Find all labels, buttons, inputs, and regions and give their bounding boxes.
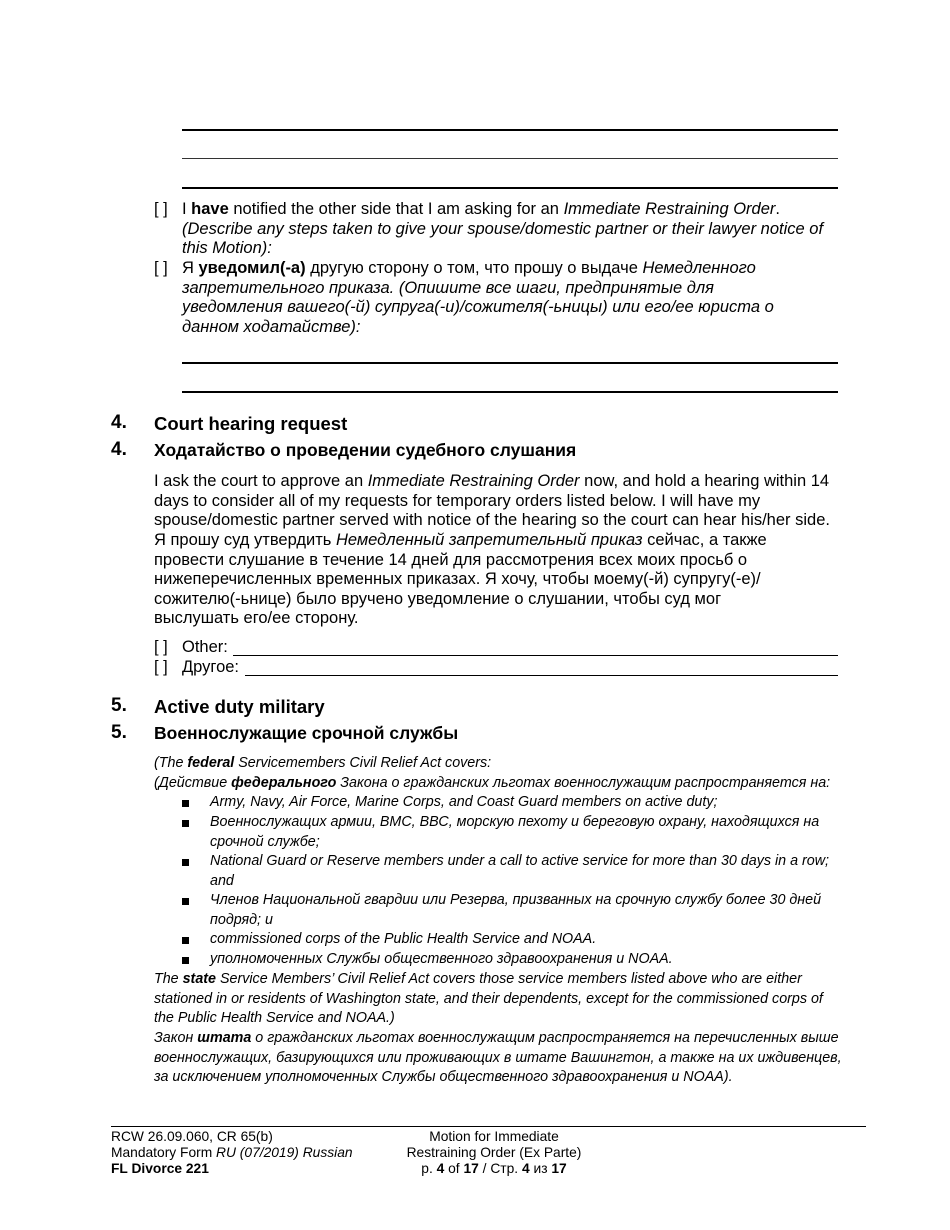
list-item: Army, Navy, Air Force, Marine Corps, and Coast Guard members on active duty; (210, 794, 718, 810)
other-en-checkbox[interactable]: [ ] (154, 638, 168, 656)
footer-page-number: p. 4 of 17 / Стр. 4 из 17 (421, 1161, 567, 1176)
notice-ru-checkbox[interactable]: [ ] (154, 259, 168, 277)
section-5-title-ru: Военнослужащие срочной службы (154, 723, 459, 743)
notice-en-checkbox[interactable]: [ ] (154, 200, 168, 218)
section-5-number: 5. (111, 695, 127, 716)
list-item: commissioned corps of the Public Health Service and NOAA. (210, 931, 597, 947)
section-5-intro-ru: (Действие федерального Закона о гражданских льготах военнослужащим распространяется на: (154, 775, 831, 791)
other-en-label: Other: (182, 638, 228, 656)
other-ru-label: Другое: (182, 658, 240, 676)
blank-line[interactable] (182, 158, 838, 159)
section-4-number: 4. (111, 412, 127, 433)
footer-title-line2: Restraining Order (Ex Parte) (406, 1145, 582, 1160)
other-ru-checkbox[interactable]: [ ] (154, 658, 168, 676)
footer-mandatory-form: Mandatory Form RU (07/2019) Russian (111, 1145, 353, 1160)
section-5-state-ru: Закон штата о гражданских льготах военнослужащим распространяется на перечисленных выше военнослужащих, базирующихся или проживающих в штате Вашингтон, а также на их иждивенцев, за исключением уполномоченных Службы общественного здравоохранения и NOAA). (154, 1030, 842, 1086)
section-4-title-en: Court hearing request (154, 413, 348, 434)
list-item: Военнослужащих армии, ВМС, ВВС, морскую пехоту и береговую охрану, находящихся на срочной службе; (210, 814, 820, 850)
other-ru-field[interactable] (245, 675, 838, 676)
section-4-number-ru: 4. (111, 439, 127, 460)
section-4-title-ru: Ходатайство о проведении судебного слушания (154, 440, 577, 460)
other-en-field[interactable] (233, 655, 838, 656)
blank-line[interactable] (182, 129, 838, 131)
section-5-title-en: Active duty military (154, 696, 325, 717)
bullet-marker (182, 800, 189, 807)
bullet-marker (182, 820, 189, 827)
bullet-marker (182, 937, 189, 944)
footer-divider (111, 1126, 866, 1127)
section-5-number-ru: 5. (111, 722, 127, 743)
footer-rcw: RCW 26.09.060, CR 65(b) (111, 1129, 273, 1144)
list-item: уполномоченных Службы общественного здравоохранения и NOAA. (210, 951, 673, 967)
blank-line[interactable] (182, 187, 838, 189)
section-4-body-ru: Я прошу суд утвердить Немедленный запретительный приказ сейчас, а также провести слушание в течение 14 дней для рассмотрения всех моих просьб о нижеперечисленных временных приказах. Я хочу, чтобы моему(-й) супругу(-е)/сожителю(-ьнице) было вручено уведомление о слушании, чтобы суд мог выслушать его/ее сторону. (154, 531, 767, 627)
section-4-body-en: I ask the court to approve an Immediate Restraining Order now, and hold a hearing within 14 days to consider all of my requests for temporary orders listed below. I will have my spouse/domestic partner served with notice of the hearing so the court can hear his/her side. (154, 472, 830, 529)
notice-ru-text: Я уведомил(-а) другую сторону о том, что прошу о выдаче Немедленного запретительного приказа. (Опишите все шаги, предпринятые для уведомления вашего(-й) супруга(-и)/сожителя(-ьницы) или его/ее юриста о данном ходатайстве): (182, 259, 774, 336)
list-item: National Guard or Reserve members under a call to active service for more than 30 days in a row; and (210, 853, 830, 889)
blank-line[interactable] (182, 391, 838, 393)
bullet-marker (182, 859, 189, 866)
list-item: Членов Национальной гвардии или Резерва, призванных на срочную службу более 30 дней подряд; и (210, 892, 822, 928)
notice-en-text: I have notified the other side that I am asking for an Immediate Restraining Order. (Describe any steps taken to give your spouse/domestic partner or their lawyer notice of this Motion): (182, 200, 824, 257)
bullet-marker (182, 898, 189, 905)
bullet-marker (182, 957, 189, 964)
blank-line[interactable] (182, 362, 838, 364)
footer-form-id: FL Divorce 221 (111, 1161, 209, 1176)
section-5-intro-en: (The federal Servicemembers Civil Relief Act covers: (154, 755, 492, 771)
footer-title-line1: Motion for Immediate (429, 1129, 559, 1144)
section-5-state-en: The state Service Members’ Civil Relief Act covers those service members listed above who are either stationed in or residents of Washington state, and their dependents, except for the commissioned corps of the Public Health Service and NOAA.) (154, 971, 823, 1027)
